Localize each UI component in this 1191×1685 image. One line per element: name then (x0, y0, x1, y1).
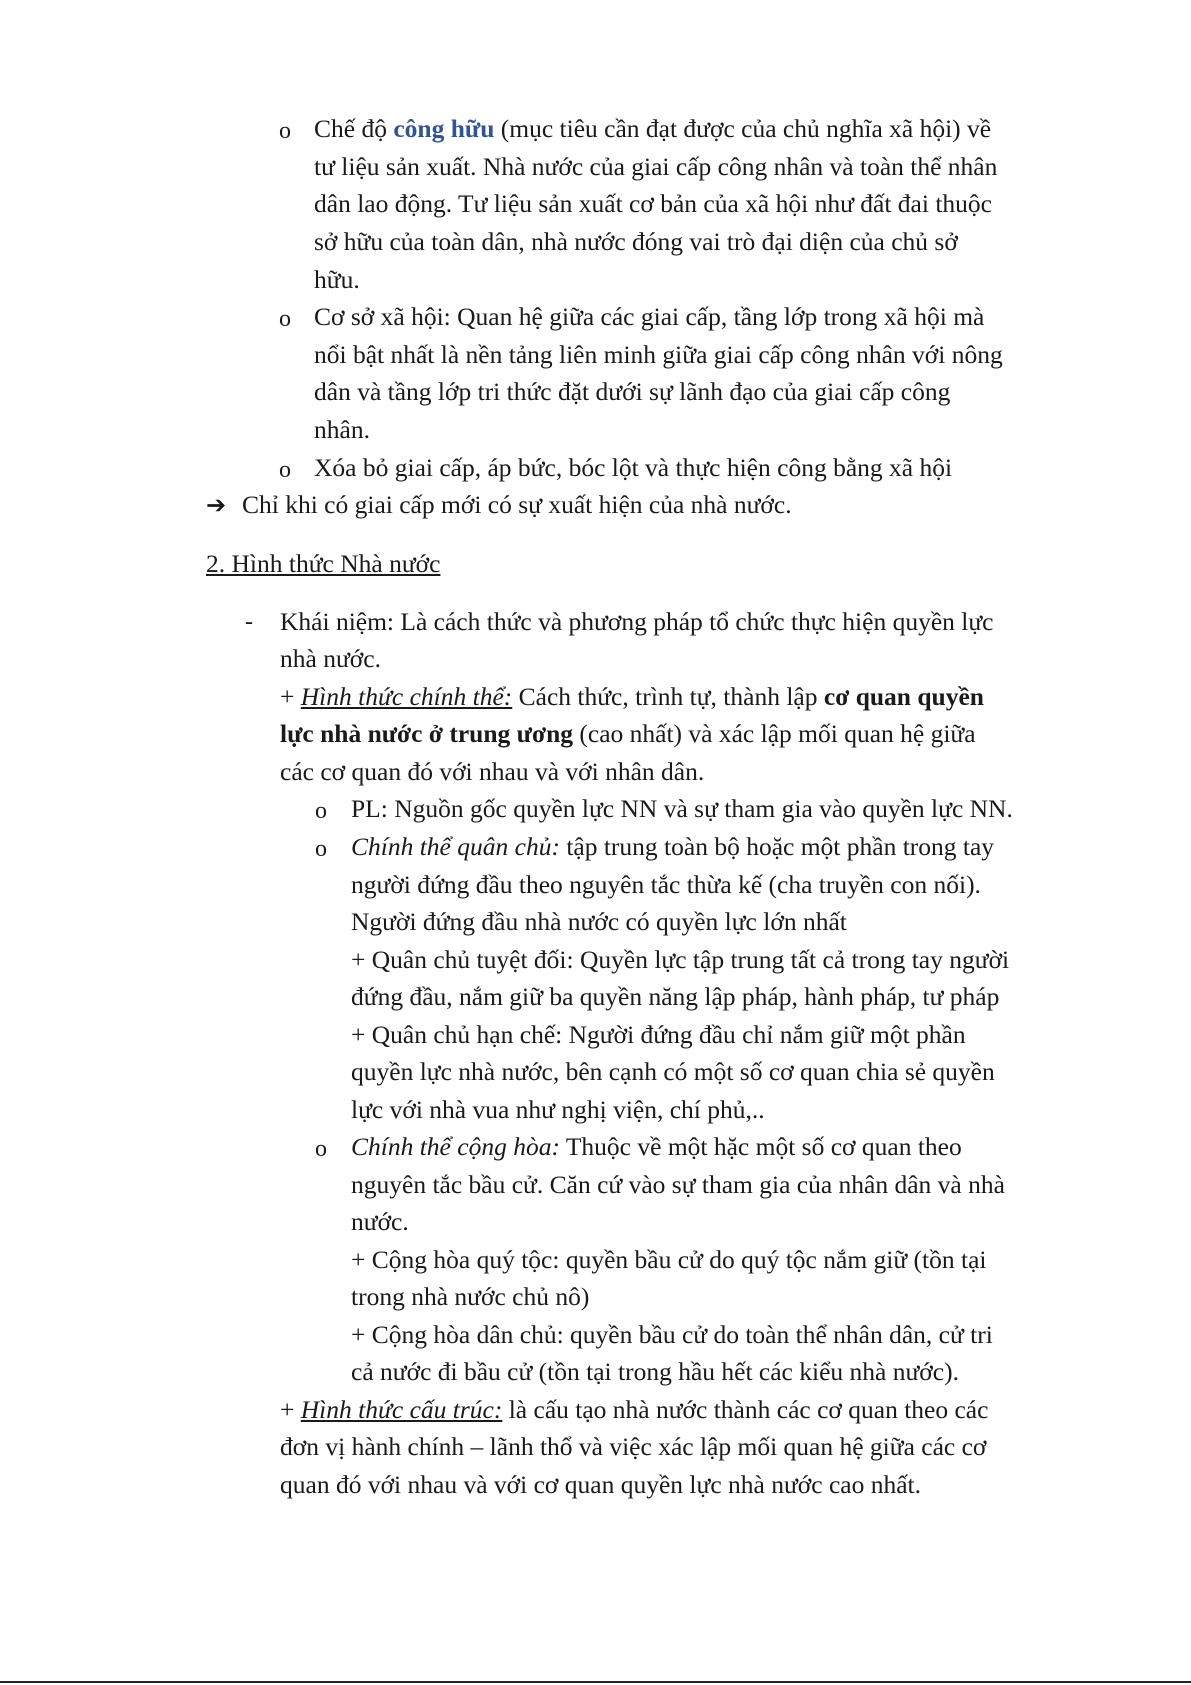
circle-bullet-icon: o (315, 836, 327, 862)
circle-bullet-icon: o (315, 798, 327, 824)
circle-bullet-icon: o (279, 306, 291, 332)
text-line: Chế độ công hữu (mục tiêu cần đạt được của chủ nghĩa xã hội) về (314, 114, 992, 143)
text-line: + Hình thức cấu trúc: là cấu tạo nhà nước thành các cơ quan theo các (280, 1395, 989, 1424)
text-line: quan đó với nhau và với cơ quan quyền lực nhà nước cao nhất. (280, 1470, 921, 1499)
term-label: Chính thể quân chủ: (351, 832, 560, 861)
text-line: đơn vị hành chính – lãnh thổ và việc xác lập mối quan hệ giữa các cơ (280, 1432, 987, 1461)
text-line: quyền lực nhà nước, bên cạnh có một số cơ quan chia sẻ quyền (351, 1057, 995, 1086)
text-line: dân và tầng lớp tri thức đặt dưới sự lãnh đạo của giai cấp công (314, 377, 951, 406)
text-line: Khái niệm: Là cách thức và phương pháp tổ chức thực hiện quyền lực (280, 607, 994, 636)
text-line: Chính thể quân chủ: tập trung toàn bộ hoặc một phần trong tay (351, 832, 995, 861)
text-line: lực với nhà vua như nghị viện, chí phủ,.. (351, 1095, 765, 1124)
text-line: Xóa bỏ giai cấp, áp bức, bóc lột và thực hiện công bằng xã hội (314, 453, 953, 482)
term-label: Hình thức cấu trúc: (300, 1395, 503, 1424)
text-line: nhân. (314, 415, 370, 444)
page-bottom-rule (0, 1681, 1191, 1683)
text-line: dân lao động. Tư liệu sản xuất cơ bản của xã hội như đất đai thuộc (314, 189, 992, 218)
text-line: + Cộng hòa quý tộc: quyền bầu cử do quý tộc nắm giữ (tồn tại (351, 1245, 987, 1274)
arrow-right-icon: ➔ (206, 493, 227, 519)
text-line: Cơ sở xã hội: Quan hệ giữa các giai cấp, tầng lớp trong xã hội mà (314, 302, 985, 331)
text-line: nguyên tắc bầu cử. Căn cứ vào sự tham gia của nhân dân và nhà (351, 1170, 1005, 1199)
text-line: các cơ quan đó với nhau và với nhân dân. (280, 757, 705, 786)
highlight-term: công hữu (393, 114, 495, 143)
circle-bullet-icon: o (279, 118, 291, 144)
text-line: người đứng đầu theo nguyên tắc thừa kế (cha truyền con nối). (351, 870, 981, 899)
text-line: Người đứng đầu nhà nước có quyền lực lớn nhất (351, 907, 847, 936)
term-label: Chính thể cộng hòa: (351, 1132, 560, 1161)
text-line: tư liệu sản xuất. Nhà nước của giai cấp công nhân và toàn thể nhân (314, 152, 998, 181)
text-line: + Quân chủ tuyệt đối: Quyền lực tập trung tất cả trong tay người (351, 945, 1010, 974)
text-line: sở hữu của toàn dân, nhà nước đóng vai trò đại diện của chủ sở (314, 227, 958, 256)
text-line: PL: Nguồn gốc quyền lực NN và sự tham gia vào quyền lực NN. (351, 794, 1013, 823)
circle-bullet-icon: o (279, 457, 291, 483)
dash-bullet-icon: - (245, 609, 253, 635)
text-line: Chính thể cộng hòa: Thuộc về một hặc một số cơ quan theo (351, 1132, 962, 1161)
text-line: đứng đầu, nắm giữ ba quyền năng lập pháp, hành pháp, tư pháp (351, 982, 1000, 1011)
text-line: + Hình thức chính thể: Cách thức, trình tự, thành lập cơ quan quyền (280, 682, 984, 711)
text-line: nước. (351, 1207, 409, 1236)
text-line: hữu. (314, 265, 360, 294)
term-label: Hình thức chính thể: (300, 682, 513, 711)
text-line: trong nhà nước chủ nô) (351, 1282, 590, 1311)
conclusion-text: Chỉ khi có giai cấp mới có sự xuất hiện của nhà nước. (242, 490, 792, 519)
circle-bullet-icon: o (315, 1136, 327, 1162)
text-line: nổi bật nhất là nền tảng liên minh giữa giai cấp công nhân với nông (314, 340, 1003, 369)
section-heading: 2. Hình thức Nhà nước (206, 549, 441, 578)
text-line: cả nước đi bầu cử (tồn tại trong hầu hết các kiểu nhà nước). (351, 1357, 959, 1386)
text-line: nhà nước. (280, 644, 381, 673)
text-line: + Cộng hòa dân chủ: quyền bầu cử do toàn thể nhân dân, cử tri (351, 1320, 993, 1349)
text-line: + Quân chủ hạn chế: Người đứng đầu chỉ nắm giữ một phần (351, 1020, 966, 1049)
text-line: lực nhà nước ở trung ương (cao nhất) và xác lập mối quan hệ giữa (280, 719, 976, 748)
